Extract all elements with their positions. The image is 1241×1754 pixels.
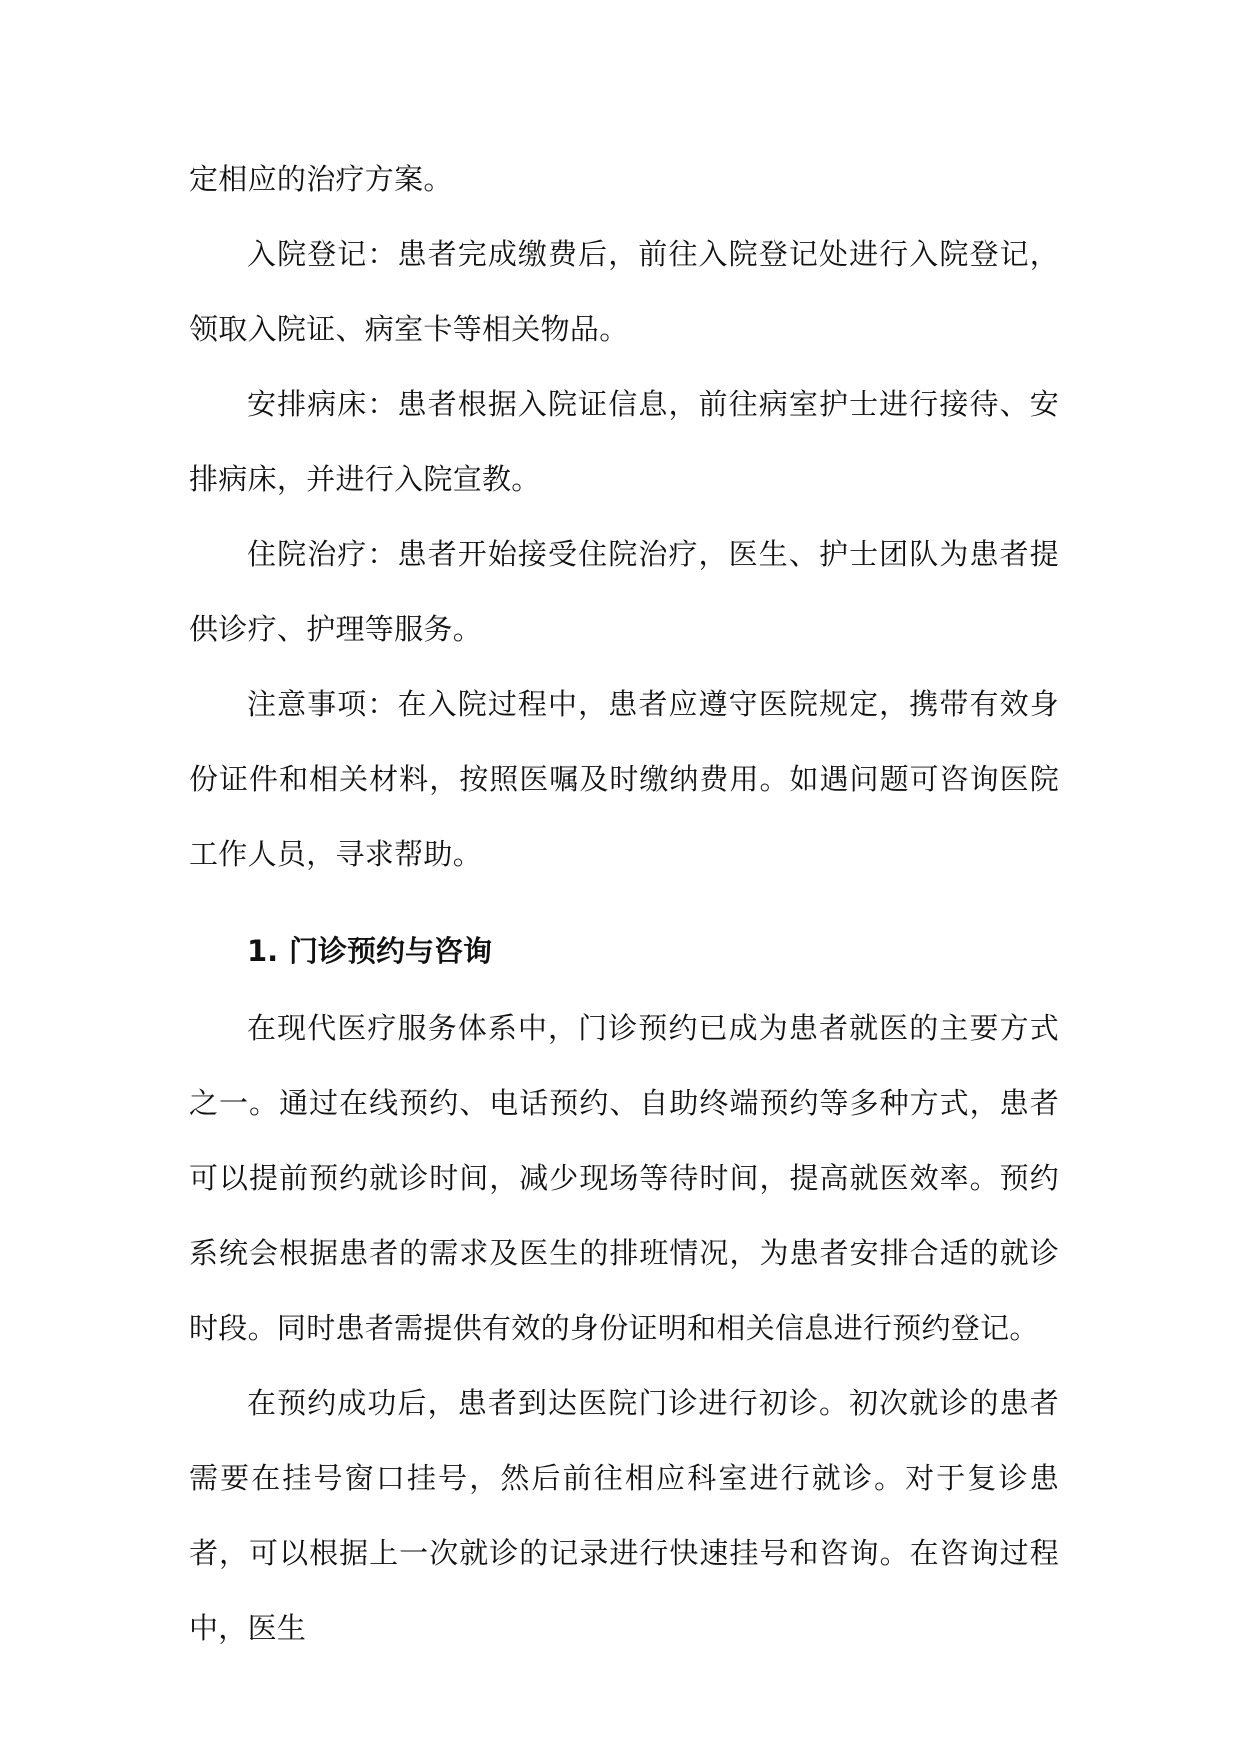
paragraph-notes: 注意事项：在入院过程中，患者应遵守医院规定，携带有效身份证件和相关材料，按照医嘱及时缴纳费用。如遇问题可咨询医院工作人员，寻求帮助。: [189, 687, 1059, 871]
document-body: [189, 142, 1059, 1666]
paragraph-inpatient-treatment: 住院治疗：患者开始接受住院治疗，医生、护士团队为患者提供诊疗、护理等服务。: [189, 537, 1059, 646]
section-heading: [189, 892, 1059, 991]
paragraph-first-visit: 在预约成功后，患者到达医院门诊进行初诊。初次就诊的患者需要在挂号窗口挂号，然后前往相应科室进行就诊。对于复诊患者，可以根据上一次就诊的记录进行快速挂号和咨询。在咨询过程中，医生: [189, 1386, 1059, 1645]
paragraph-outpatient-appointment: 在现代医疗服务体系中，门诊预约已成为患者就医的主要方式之一。通过在线预约、电话预约、自助终端预约等多种方式，患者可以提前预约就诊时间，减少现场等待时间，提高就医效率。预约系统会根据患者的需求及医生的排班情况，为患者安排合适的就诊时段。同时患者需提供有效的身份证明和相关信息进行预约登记。: [189, 1011, 1059, 1345]
paragraph-bed-arrangement: 安排病床：患者根据入院证信息，前往病室护士进行接待、安排病床，并进行入院宣教。: [189, 387, 1059, 496]
section-title: 门诊预约与咨询: [289, 934, 493, 968]
section-number: 1.: [247, 934, 279, 968]
paragraph-admission-registration: 入院登记：患者完成缴费后，前往入院登记处进行入院登记，领取入院证、病室卡等相关物品。: [189, 237, 1059, 346]
paragraph-continuation: 定相应的治疗方案。: [189, 162, 453, 196]
